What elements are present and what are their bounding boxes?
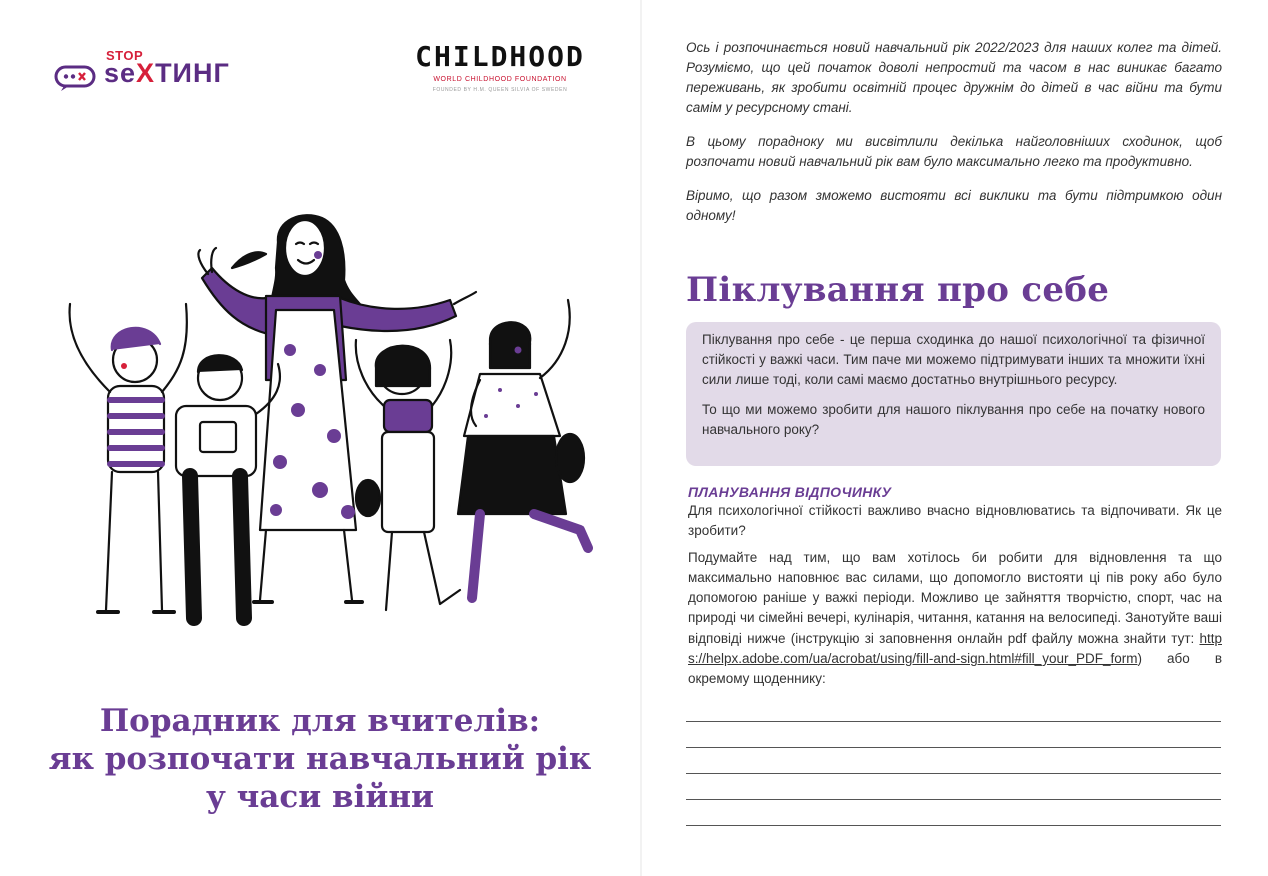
cover-title-line-1: Порадник для вчителів: [99, 703, 541, 739]
intro-text [686, 38, 1222, 240]
childhood-founded-line: FOUNDED BY H.M. QUEEN SILVIA OF SWEDEN [432, 87, 568, 93]
answer-line[interactable] [686, 825, 1221, 826]
body-paragraph-1: Для психологічної стійкості важливо вчасно відновлюватись та відпочивати. Як це зробити? [688, 503, 1222, 539]
callout-paragraph-1: Піклування про себе - це перша сходинка до нашої психологічної та фізичної стійкості у важкі часи. Тим паче ми можемо підтримувати інших та множити їхні сили лише тоді, коли самі маємо достатньо внутрішнього ресурсу. [702, 332, 1205, 387]
logo-stop-word: STOP [106, 48, 144, 63]
rest-planning-body [688, 501, 1222, 696]
adobe-instructions-link[interactable]: https://helpx.adobe.com/ua/acrobat/using/fill-and-sign.html#fill_your_PDF_form [688, 630, 1222, 667]
callout-paragraph-2: То що ми можемо зробити для нашого піклування про себе на початку нового навчального року? [702, 402, 1205, 437]
intro-paragraph-2: В цьому порадноку ми висвітлили декілька найголовніших сходинок, щоб розпочати новий навчальний рік вам було максимально легко та продуктивно. [686, 134, 1222, 169]
childhood-foundation-line: WORLD CHILDHOOD FOUNDATION [433, 76, 567, 83]
intro-paragraph-1: Ось і розпочинається новий навчальний рік 2022/2023 для наших колег та дітей. Розуміємо, що цей початок доволі непростий та часом в нас виникає багато переживань, як зробити освітній процес дружнім до дітей в час війни та бути самім у ресурсному стані. [686, 40, 1222, 115]
self-care-callout [686, 322, 1221, 466]
childhood-brand: CHILDHOOD [415, 40, 585, 73]
chat-bubble-icon [54, 65, 98, 91]
answer-line[interactable] [686, 747, 1221, 748]
childhood-logo [410, 40, 590, 106]
body-paragraph-2: Подумайте над тим, що вам хотілось би робити для відновлення та що максимально наповнює вас силами, що допомогло вистояти ці пів року або було допомогою раніше у важкі періоди. Можливо це зайняття творчістю, спорт, час на природі чи сімейні вечері, кулінарія, читання, катання на велосипеді. Занотуйте ваші відповіді нижче (інструкцію зі заповнення онлайн pdf файлу можна знайти тут: https://helpx.adobe.com/ua/acrobat/using/fill-and-sign.html#fill_your_PDF_form) або в окремому щоденнику: [688, 549, 1222, 687]
cover-title-line-2: як розпочати навчальний рік [48, 741, 592, 777]
cover-title [20, 702, 620, 816]
teacher-with-children-illustration [40, 200, 620, 640]
logo-main-word: seXТИНГ [104, 58, 230, 88]
cover-title-line-3: у часи війни [205, 779, 435, 815]
stop-sexting-logo [54, 48, 264, 92]
answer-line[interactable] [686, 721, 1221, 722]
answer-lines[interactable] [686, 721, 1221, 851]
intro-paragraph-3: Віримо, що разом зможемо вистояти всі виклики та бути підтримкою один одному! [686, 188, 1222, 223]
answer-line[interactable] [686, 773, 1221, 774]
answer-line[interactable] [686, 799, 1221, 800]
rest-planning-subheading: ПЛАНУВАННЯ ВІДПОЧИНКУ [688, 484, 892, 500]
section-heading: Піклування про себе [686, 270, 1110, 310]
